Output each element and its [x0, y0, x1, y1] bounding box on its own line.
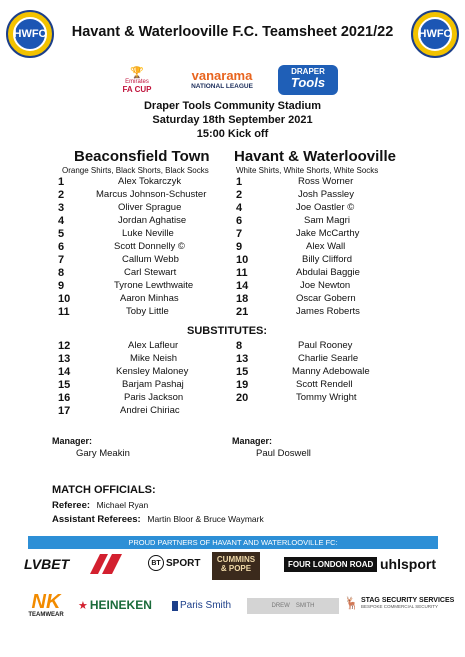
smith-text: SMITH	[295, 603, 315, 609]
list-item	[236, 215, 416, 228]
player-name: Joe Oastler ©	[296, 202, 355, 213]
draper-tools-logo	[278, 65, 338, 95]
emirates-text: Emirates	[125, 79, 149, 85]
vanarama-logo	[176, 68, 268, 90]
crest-text: HWFC	[418, 17, 452, 51]
list-item	[236, 340, 416, 353]
player-number: 19	[236, 379, 249, 391]
player-number: 20	[236, 392, 249, 404]
new-balance-icon	[86, 550, 126, 578]
home-manager-label: Manager:	[52, 436, 93, 446]
paris-smith-logo	[172, 600, 231, 611]
bt-sport-logo	[148, 555, 200, 571]
fa-cup-text: FA CUP	[122, 85, 152, 94]
list-item	[236, 189, 416, 202]
heineken-logo	[78, 598, 152, 612]
paris-smith-text: Paris Smith	[180, 600, 232, 611]
list-item	[236, 280, 416, 293]
new-balance-logo	[86, 550, 126, 578]
player-name: Billy Clifford	[302, 254, 352, 265]
four-london-road-logo: FOUR LONDON ROAD	[284, 557, 377, 572]
vanarama-text: vanarama	[191, 68, 253, 83]
away-manager-label: Manager:	[232, 436, 273, 446]
crest-text: HWFC	[13, 17, 47, 51]
player-name: Jake McCarthy	[296, 228, 360, 239]
list-item	[236, 241, 416, 254]
list-item	[236, 176, 416, 189]
trophy-icon: 🏆	[130, 67, 144, 79]
player-name: Abdulai Baggie	[296, 267, 360, 278]
teamwear-text: TEAMWEAR	[28, 612, 64, 618]
player-name: Charlie Searle	[298, 353, 359, 364]
player-number: 10	[58, 293, 71, 305]
assistants-label: Assistant Referees:	[52, 514, 141, 525]
player-name: Sam Magri	[304, 215, 350, 226]
player-name: Manny Adebowale	[292, 366, 370, 377]
player-name: Scott Donnelly ©	[114, 241, 185, 252]
list-item	[58, 306, 228, 319]
list-item	[58, 254, 228, 267]
away-starters-list	[236, 176, 416, 319]
player-name: Jordan Aghatise	[118, 215, 187, 226]
kickoff-time: 15:00 Kick off	[196, 128, 269, 140]
list-item	[58, 176, 228, 189]
list-item	[58, 280, 228, 293]
player-name: Barjam Pashaj	[122, 379, 184, 390]
player-name: Luke Neville	[122, 228, 174, 239]
home-starters-list	[58, 176, 228, 319]
player-number: 15	[58, 379, 71, 391]
cummins-text: CUMMINS	[216, 555, 256, 564]
player-name: Alex Wall	[306, 241, 346, 252]
pope-text: & POPE	[220, 564, 252, 573]
home-manager-name: Gary Meakin	[76, 448, 130, 459]
tools-text: Tools	[290, 75, 326, 90]
player-number: 8	[236, 340, 243, 352]
list-item	[58, 189, 228, 202]
uhlsport-logo: uhlsport	[380, 556, 436, 572]
player-number: 17	[58, 405, 71, 417]
player-name: Josh Passley	[298, 189, 354, 200]
player-number: 4	[236, 202, 243, 214]
player-number: 8	[58, 267, 65, 279]
assistants-names: Martin Bloor & Bruce Waymark	[147, 514, 264, 524]
player-name: Paris Jackson	[124, 392, 184, 403]
fa-cup-logo	[112, 66, 162, 94]
lvbet-logo: LVBET	[24, 556, 70, 572]
paris-smith-icon	[172, 601, 178, 611]
list-item	[58, 392, 228, 405]
home-subs-list	[58, 340, 228, 418]
player-name: Kensley Maloney	[116, 366, 189, 377]
player-name: Mike Neish	[130, 353, 177, 364]
player-name: Alex Lafleur	[128, 340, 179, 351]
list-item	[58, 379, 228, 392]
list-item	[236, 267, 416, 280]
list-item	[236, 366, 416, 379]
list-item	[236, 306, 416, 319]
player-number: 5	[58, 228, 65, 240]
list-item	[58, 353, 228, 366]
list-item	[236, 392, 416, 405]
list-item	[236, 202, 416, 215]
bt-icon: BT	[148, 555, 164, 571]
player-number: 10	[236, 254, 249, 266]
stag-subtext: BESPOKE COMMERCIAL SECURITY	[360, 604, 439, 609]
player-number: 11	[58, 306, 70, 318]
player-number: 12	[58, 340, 71, 352]
heineken-text: HEINEKEN	[89, 598, 152, 612]
list-item	[58, 340, 228, 353]
list-item	[236, 228, 416, 241]
home-kit: Orange Shirts, Black Shorts, Black Socks	[62, 166, 209, 175]
list-item	[236, 293, 416, 306]
player-number: 9	[236, 241, 243, 253]
drew-text: DREW	[271, 603, 290, 609]
match-date: Saturday 18th September 2021	[152, 114, 313, 126]
player-number: 7	[236, 228, 243, 240]
player-number: 9	[58, 280, 65, 292]
list-item	[236, 379, 416, 392]
player-name: Andrei Chiriac	[120, 405, 180, 416]
player-name: Oscar Gobern	[296, 293, 356, 304]
away-manager-name: Paul Doswell	[256, 448, 311, 459]
list-item	[58, 202, 228, 215]
player-number: 16	[58, 392, 71, 404]
assistants-line	[52, 514, 264, 525]
star-icon: ★	[78, 599, 88, 612]
venue: Draper Tools Community Stadium	[143, 100, 322, 112]
away-team-name: Havant & Waterlooville	[234, 148, 396, 165]
nk-text: NK	[31, 591, 61, 613]
player-number: 4	[58, 215, 65, 227]
referee-line	[52, 500, 148, 511]
list-item	[58, 405, 228, 418]
player-name: Carl Stewart	[124, 267, 177, 278]
player-name: Tommy Wright	[296, 392, 357, 403]
club-crest-right	[411, 10, 459, 58]
stag-text: STAG SECURITY SERVICES	[360, 597, 455, 604]
draper-text: DRAPER	[291, 67, 325, 76]
player-number: 15	[236, 366, 249, 378]
home-team-name: Beaconsfield Town	[74, 148, 210, 165]
stag-security-logo	[344, 596, 454, 610]
player-number: 21	[236, 306, 249, 318]
club-crest-left	[6, 10, 54, 58]
list-item	[58, 293, 228, 306]
player-number: 2	[236, 189, 243, 201]
referee-name: Michael Ryan	[96, 500, 149, 510]
cummins-pope-logo	[212, 552, 260, 580]
player-number: 7	[58, 254, 65, 266]
referee-label: Referee:	[52, 500, 91, 511]
player-name: Paul Rooney	[298, 340, 353, 351]
player-number: 6	[58, 241, 65, 253]
player-name: Toby Little	[126, 306, 169, 317]
list-item	[236, 254, 416, 267]
player-name: Oliver Sprague	[118, 202, 182, 213]
partners-banner: PROUD PARTNERS OF HAVANT AND WATERLOOVILLE FC:	[28, 536, 438, 549]
list-item	[58, 366, 228, 379]
player-number: 2	[58, 189, 65, 201]
player-name: Marcus Johnson-Schuster	[96, 189, 207, 200]
list-item	[58, 241, 228, 254]
sport-text: SPORT	[166, 557, 201, 569]
player-name: Scott Rendell	[296, 379, 353, 390]
list-item	[236, 353, 416, 366]
player-name: Alex Tokarczyk	[118, 176, 182, 187]
stag-icon: 🦌	[344, 596, 359, 610]
player-name: Tyrone Lewthwaite	[114, 280, 194, 291]
national-league-text: NATIONAL LEAGUE	[191, 83, 253, 90]
player-number: 3	[58, 202, 65, 214]
player-number: 13	[236, 353, 249, 365]
player-name: Aaron Minhas	[120, 293, 179, 304]
player-number: 14	[58, 366, 71, 378]
list-item	[58, 228, 228, 241]
nk-teamwear-logo	[24, 592, 68, 618]
substitutes-heading: SUBSTITUTES:	[187, 325, 268, 337]
player-name: Callum Webb	[122, 254, 179, 265]
list-item	[58, 267, 228, 280]
away-kit: White Shirts, White Shorts, White Socks	[236, 166, 379, 175]
player-number: 11	[236, 267, 248, 279]
player-number: 13	[58, 353, 71, 365]
officials-heading: MATCH OFFICIALS:	[52, 484, 156, 496]
player-number: 6	[236, 215, 243, 227]
player-name: James Roberts	[296, 306, 360, 317]
page-title: Havant & Waterlooville F.C. Teamsheet 2021/22	[71, 24, 394, 40]
player-number: 1	[236, 176, 243, 188]
player-name: Joe Newton	[300, 280, 351, 291]
list-item	[58, 215, 228, 228]
away-subs-list	[236, 340, 416, 405]
player-number: 14	[236, 280, 249, 292]
player-number: 18	[236, 293, 249, 305]
player-name: Ross Worner	[298, 176, 354, 187]
drew-smith-logo	[247, 598, 339, 614]
player-number: 1	[58, 176, 65, 188]
